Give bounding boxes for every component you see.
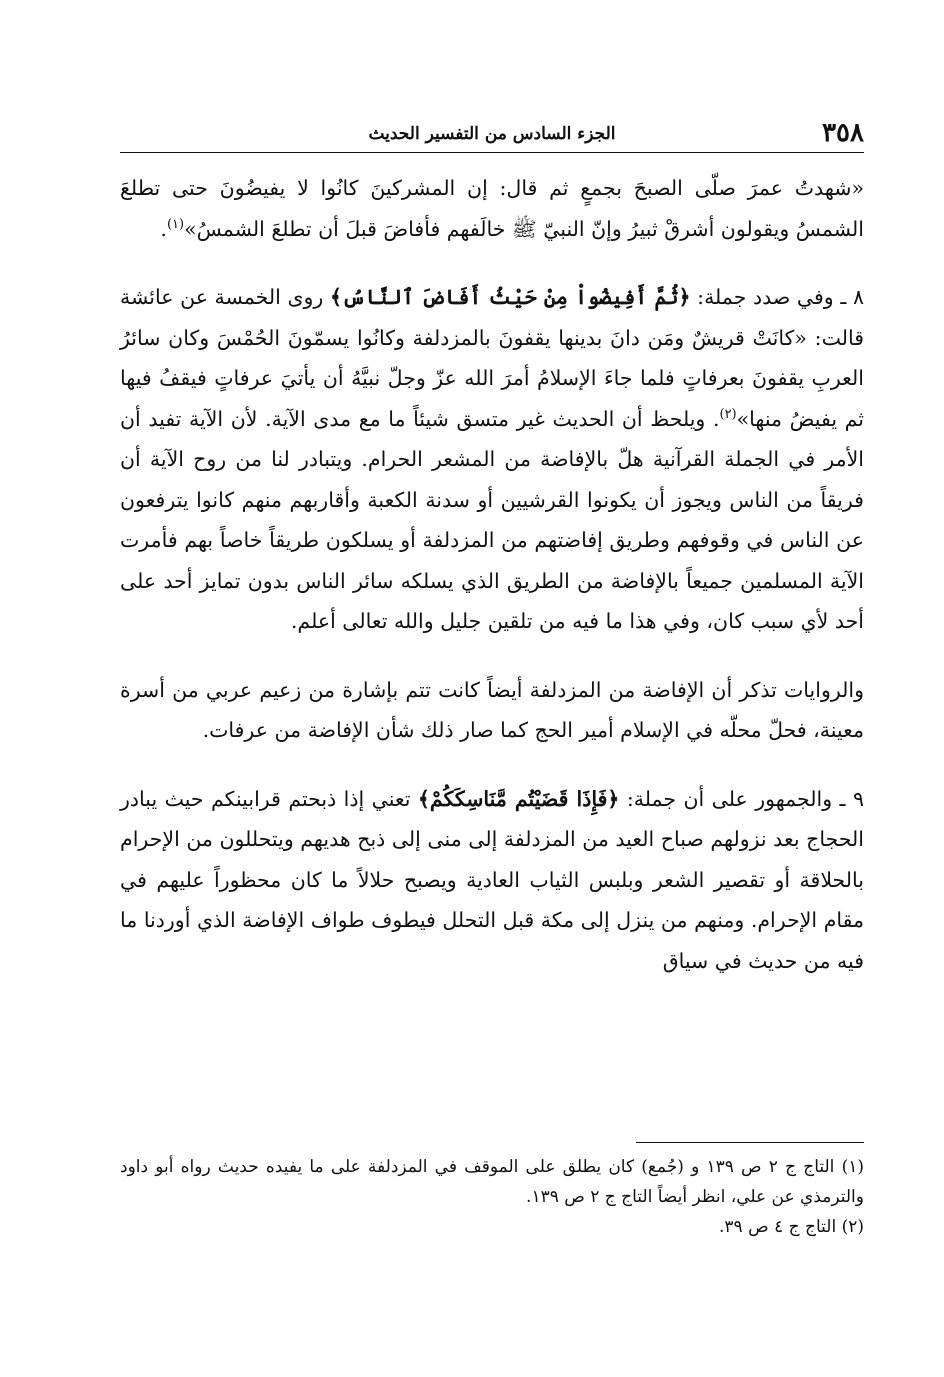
paragraph xyxy=(120,168,864,249)
paragraph xyxy=(120,779,864,982)
paragraph xyxy=(120,670,864,751)
footnotes xyxy=(120,1152,864,1242)
paragraph-text: والروايات تذكر أن الإفاضة من المزدلفة أيضاً كانت تتم بإشارة من زعيم عربي من أسرة معينة، فحلّ محلّه في الإسلام أمير الحج كما صار ذلك شأن الإفاضة من عرفات. xyxy=(120,677,864,742)
paragraph-text: تعني إذا ذبحتم قرابينكم حيث يبادر الحجاج بعد نزولهم صباح العيد من المزدلفة إلى منى إلى ذبح هديهم ويتحللون من الإحرام بالحلاقة أو تقصير الشعر وبلبس الثياب العادية ويصبح حلالاً ما كان محظوراً عليهم في مقام الإحرام. ومنهم من ينزل إلى مكة قبل التحلل فيطوف طواف الإفاضة الذي أوردنا ما فيه من حديث في سياق xyxy=(120,786,864,973)
quran-verse: ﴿فَإِذَا قَضَيْتُم مَّنَاسِكَكُمْ﴾ xyxy=(417,786,620,811)
body-text xyxy=(120,168,864,1009)
quran-verse: ﴿ثُمَّ أَفِيضُواْ مِنْ حَيْثُ أَفَاضَ ٱلنَّاسُ﴾ xyxy=(329,285,691,309)
page-header xyxy=(120,118,864,153)
footnote-2: (٢) التاج ج ٤ ص ٣٩. xyxy=(719,1217,864,1237)
footnote-1: (١) التاج ج ٢ ص ١٣٩ و (جُمع) كان يطلق على الموقف في المزدلفة على ما يفيده حديث رواه أبو داود والترمذي عن علي، انظر أيضاً التاج ج ٢ ص ١٣٩. xyxy=(120,1157,864,1207)
footnote-reference: (٢) xyxy=(719,406,737,422)
paragraph-text: . xyxy=(160,216,167,241)
paragraph-text: ٨ ـ وفي صدد جملة: xyxy=(690,285,864,309)
paragraph-text: . ويلحظ أن الحديث غير متسق شيئاً ما مع مدى الآية. لأن الآية تفيد أن الأمر في الجملة القرآنية هلّ بالإفاضة من المشعر الحرام. ويتبادر لنا من روح الآية أن فريقاً من الناس ويجوز أن يكونوا القرشيين أو سدنة الكعبة وأقاربهم منهم كانوا يترفعون عن الناس في وقوفهم وطريق إفاضتهم من المزدلفة أو يسلكون طريقاً خاصاً بهم فأمرت الآية المسلمين جميعاً بالإفاضة من الطريق الذي يسلكه سائر الناس بدون تمايز أحد على أحد لأي سبب كان، وفي هذا ما فيه من تلقين جليل والله تعالى أعلم. xyxy=(120,406,864,633)
footnote-divider xyxy=(636,1142,864,1143)
paragraph-text: روى الخمسة عن عائشة قالت: «كانَتْ قريشٌ ومَن دانَ بدينها يقفونَ بالمزدلفة وكانُوا يسمّونَ الحُمْسَ وكان سائرُ العربِ يقفونَ بعرفاتٍ فلما جاءَ الإسلامُ أمرَ الله عزّ وجلّ نبيَّهُ أن يأتيَ عرفاتٍ فيقفُ فيها ثم يفيضُ منها» xyxy=(120,285,864,431)
page-number: ٣٥٨ xyxy=(822,118,864,148)
paragraph-text: ٩ ـ والجمهور على أن جملة: xyxy=(619,786,864,811)
running-title: الجزء السادس من التفسير الحديث xyxy=(368,124,616,144)
paragraph-text: «شهدتُ عمرَ صلّى الصبحَ بجمعٍ ثم قال: إن المشركينَ كانُوا لا يفيضُونَ حتى تطلعَ الشمسُ ويقولون أشرقْ ثبيرُ وإنّ النبيّ ﷺ خالَفهم فأفاضَ قبلَ أن تطلعَ الشمسُ» xyxy=(120,176,864,241)
paragraph xyxy=(120,277,864,642)
footnote-reference: (١) xyxy=(166,216,185,232)
